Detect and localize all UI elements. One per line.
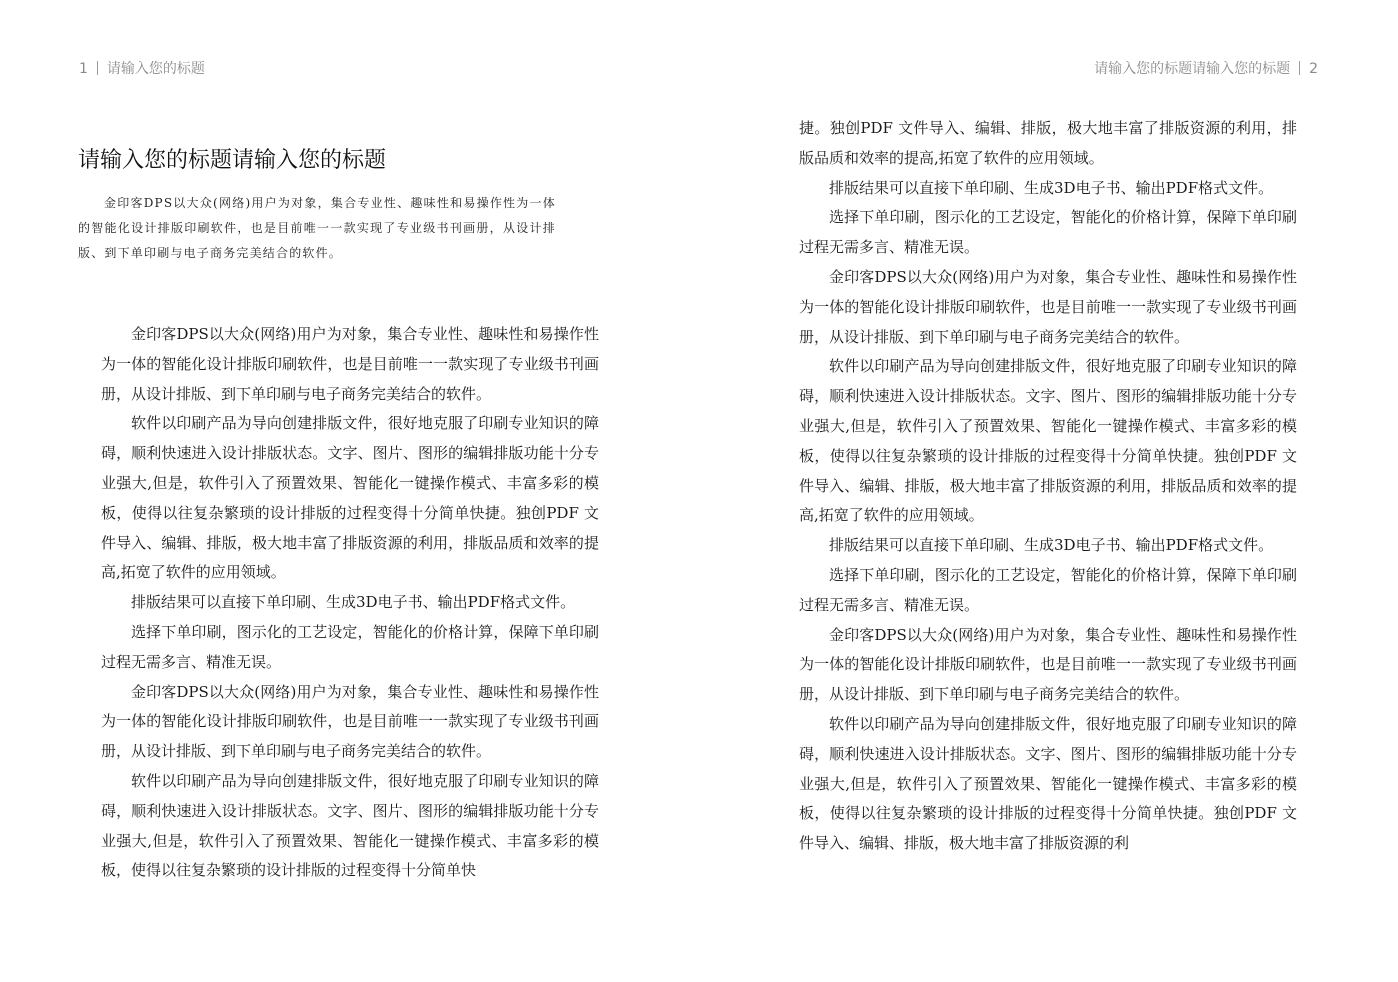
body-paragraph: 金印客DPS以大众(网络)用户为对象，集合专业性、趣味性和易操作性为一体的智能化设计排版印刷软件，也是目前唯一一款实现了专业级书刊画册，从设计排版、到下单印刷与电子商务完美结合的软件。 [799, 267, 1297, 346]
body-paragraph: 选择下单印刷，图示化的工艺设定，智能化的价格计算，保障下单印刷过程无需多言、精准无误。 [799, 208, 1297, 257]
body-paragraph: 金印客DPS以大众(网络)用户为对象，集合专业性、趣味性和易操作性为一体的智能化设计排版印刷软件，也是目前唯一一款实现了专业级书刊画册，从设计排版、到下单印刷与电子商务完美结合的软件。 [101, 325, 599, 403]
body-paragraph: 金印客DPS以大众(网络)用户为对象，集合专业性、趣味性和易操作性为一体的智能化设计排版印刷软件，也是目前唯一一款实现了专业级书刊画册，从设计排版、到下单印刷与电子商务完美结合的软件。 [101, 682, 599, 761]
body-paragraph: 排版结果可以直接下单印刷、生成3D电子书、输出PDF格式文件。 [829, 536, 1274, 555]
body-paragraph: 排版结果可以直接下单印刷、生成3D电子书、输出PDF格式文件。 [131, 593, 576, 612]
body-paragraph: 排版结果可以直接下单印刷、生成3D电子书、输出PDF格式文件。 [829, 178, 1274, 197]
page-number: 2 [1309, 61, 1318, 77]
body-paragraph: 软件以印刷产品为导向创建排版文件，很好地克服了印刷专业知识的障碍，顺利快速进入设计排版状态。文字、图片、图形的编辑排版功能十分专业强大,但是，软件引入了预置效果、智能化一键操作模式、丰富多彩的模板，使得以往复杂繁琐的设计排版的过程变得十分简单快捷。独创PDF 文件导入、编辑、排版，极大地丰富了排版资源的利用，排版品质和效率的提高,拓宽了软件的应用领域。 [101, 414, 599, 582]
article-title: 请输入您的标题请输入您的标题 [78, 148, 387, 173]
left-page-header [79, 58, 205, 78]
running-title: 请输入您的标题请输入您的标题 [1094, 61, 1291, 77]
running-title: 请输入您的标题 [106, 61, 205, 77]
article-abstract: 金印客DPS以大众(网络)用户为对象，集合专业性、趣味性和易操作性为一体的智能化设计排版印刷软件，也是目前唯一一款实现了专业级书刊画册，从设计排版、到下单印刷与电子商务完美结合的软件。 [78, 196, 556, 260]
body-paragraph: 选择下单印刷，图示化的工艺设定，智能化的价格计算，保障下单印刷过程无需多言、精准无误。 [101, 622, 599, 671]
body-paragraph-continued: 捷。独创PDF 文件导入、编辑、排版，极大地丰富了排版资源的利用，排版品质和效率的提高,拓宽了软件的应用领域。 [799, 119, 1297, 167]
body-paragraph: 选择下单印刷，图示化的工艺设定，智能化的价格计算，保障下单印刷过程无需多言、精准无误。 [799, 565, 1297, 614]
right-page-header [1094, 58, 1318, 78]
header-divider [1299, 61, 1300, 75]
right-body-column [799, 114, 1297, 859]
body-paragraph: 金印客DPS以大众(网络)用户为对象，集合专业性、趣味性和易操作性为一体的智能化设计排版印刷软件，也是目前唯一一款实现了专业级书刊画册，从设计排版、到下单印刷与电子商务完美结合的软件。 [799, 625, 1297, 704]
header-divider [97, 61, 98, 75]
body-paragraph: 软件以印刷产品为导向创建排版文件，很好地克服了印刷专业知识的障碍，顺利快速进入设计排版状态。文字、图片、图形的编辑排版功能十分专业强大,但是，软件引入了预置效果、智能化一键操作模式、丰富多彩的模板，使得以往复杂繁琐的设计排版的过程变得十分简单快捷。独创PDF 文件导入、编辑、排版，极大地丰富了排版资源的利用，排版品质和效率的提高,拓宽了软件的应用领域。 [799, 357, 1297, 525]
body-paragraph: 软件以印刷产品为导向创建排版文件，很好地克服了印刷专业知识的障碍，顺利快速进入设计排版状态。文字、图片、图形的编辑排版功能十分专业强大,但是，软件引入了预置效果、智能化一键操作模式、丰富多彩的模板，使得以往复杂繁琐的设计排版的过程变得十分简单快捷。独创PDF 文件导入、编辑、排版，极大地丰富了排版资源的利 [799, 714, 1297, 853]
page-number: 1 [79, 61, 88, 77]
left-body-column [101, 320, 599, 886]
body-paragraph: 软件以印刷产品为导向创建排版文件，很好地克服了印刷专业知识的障碍，顺利快速进入设计排版状态。文字、图片、图形的编辑排版功能十分专业强大,但是，软件引入了预置效果、智能化一键操作模式、丰富多彩的模板，使得以往复杂繁琐的设计排版的过程变得十分简单快 [101, 771, 599, 880]
